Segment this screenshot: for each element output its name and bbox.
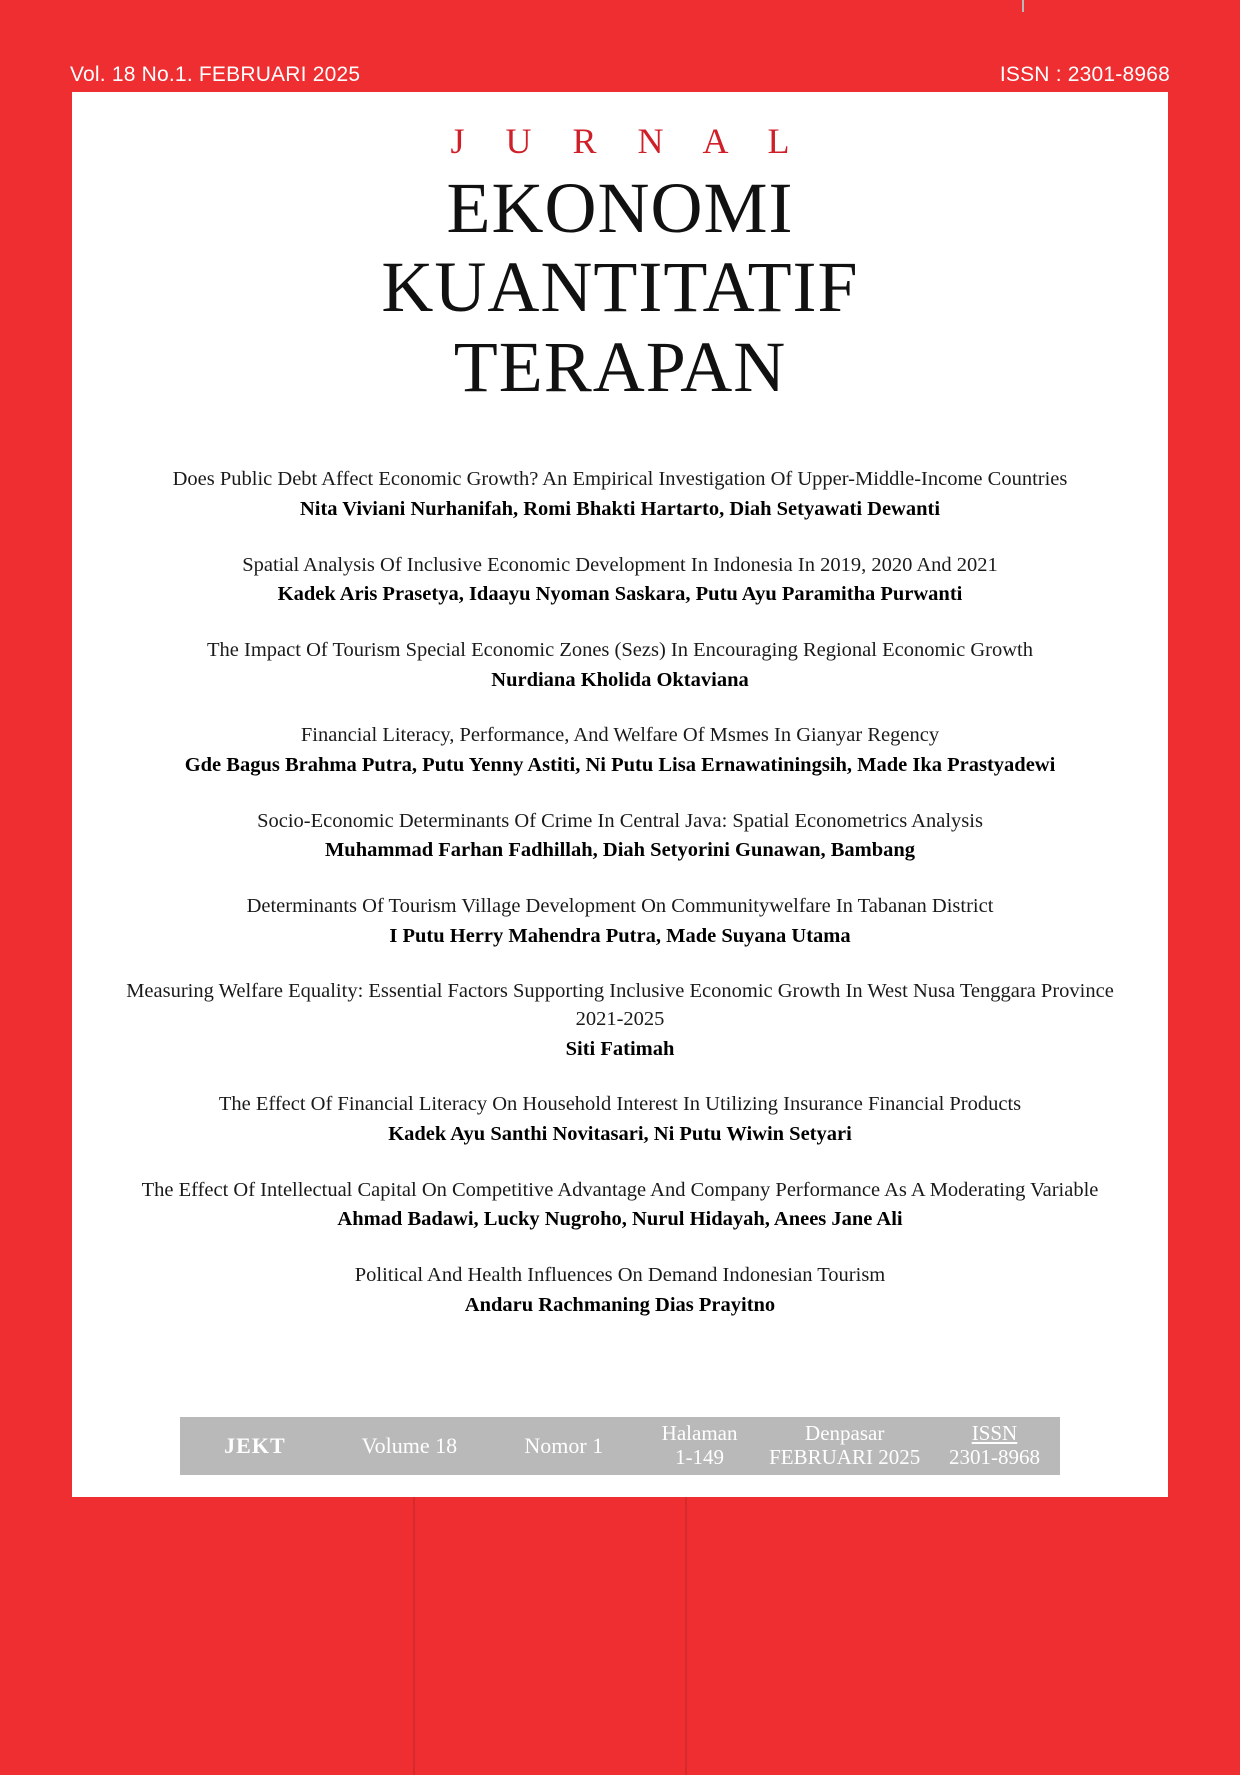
article-title: Political And Health Influences On Demand Indonesian Tourism (354, 1264, 886, 1287)
list-item (112, 1262, 1128, 1319)
list-item (112, 637, 1128, 694)
issn-cell (929, 1422, 1060, 1469)
list-item (112, 978, 1128, 1063)
issn-header-label: ISSN : 2301-8968 (999, 63, 1170, 86)
pages-label: Halaman (661, 1421, 738, 1446)
masthead (72, 92, 1168, 407)
list-item (112, 808, 1128, 865)
cover-sheet (72, 92, 1168, 1497)
article-authors: Kadek Ayu Santhi Novitasari, Ni Putu Wiwin Setyari (388, 1123, 852, 1146)
list-item (112, 722, 1128, 779)
article-authors: Nurdiana Kholida Oktaviana (491, 668, 749, 691)
journal-code: JEKT (224, 1433, 286, 1458)
issn-label: ISSN (971, 1421, 1018, 1446)
list-item (112, 466, 1128, 523)
place-label: Denpasar (805, 1421, 885, 1446)
masthead-line-2: KUANTITATIF (381, 247, 859, 328)
pages-cell (639, 1422, 761, 1469)
footer-divider-right (685, 1497, 687, 1775)
list-item (112, 893, 1128, 950)
cover-footer-band (0, 1497, 1240, 1775)
masthead-line-1: EKONOMI (446, 168, 794, 248)
article-authors: Siti Fatimah (565, 1037, 675, 1060)
issn-value: 2301-8968 (948, 1445, 1040, 1469)
place-date-cell (760, 1422, 929, 1469)
cover-header (0, 55, 1240, 95)
footer-info-strip (180, 1417, 1060, 1475)
number-cell: Nomor 1 (524, 1433, 604, 1458)
volume-cell: Volume 18 (361, 1433, 458, 1458)
article-authors: I Putu Herry Mahendra Putra, Made Suyana Utama (389, 924, 851, 947)
pages-value: 1-149 (675, 1445, 725, 1469)
masthead-kicker: J U R N A L (450, 121, 806, 161)
article-title: The Effect Of Financial Literacy On Household Interest In Utilizing Insurance Financial Products (218, 1093, 1022, 1116)
footer-divider-left (413, 1497, 415, 1775)
masthead-line-3: TERAPAN (453, 326, 787, 407)
article-title: Measuring Welfare Equality: Essential Factors Supporting Inclusive Economic Growth In West Nusa Tenggara Province 2021-2025 (126, 980, 1114, 1031)
article-title: Financial Literacy, Performance, And Welfare Of Msmes In Gianyar Regency (300, 724, 940, 747)
article-title: Determinants Of Tourism Village Development On Communitywelfare In Tabanan District (246, 895, 994, 918)
crop-mark-tick (1022, 0, 1024, 12)
article-authors: Nita Viviani Nurhanifah, Romi Bhakti Hartarto, Diah Setyawati Dewanti (299, 497, 941, 520)
article-authors: Gde Bagus Brahma Putra, Putu Yenny Astiti, Ni Putu Lisa Ernawatiningsih, Made Ika Prastyadewi (184, 754, 1056, 777)
list-item (112, 552, 1128, 609)
article-title: Spatial Analysis Of Inclusive Economic Development In Indonesia In 2019, 2020 And 2021 (242, 553, 998, 576)
article-authors: Ahmad Badawi, Lucky Nugroho, Nurul Hidayah, Anees Jane Ali (337, 1208, 903, 1231)
list-item (112, 1177, 1128, 1234)
article-title: The Impact Of Tourism Special Economic Zones (Sezs) In Encouraging Regional Economic Growth (207, 639, 1033, 661)
article-title: The Effect Of Intellectual Capital On Competitive Advantage And Company Performance As A Moderating Variable (141, 1178, 1099, 1201)
list-item (112, 1091, 1128, 1148)
volume-issue-label: Vol. 18 No.1. FEBRUARI 2025 (70, 63, 361, 86)
article-title: Does Public Debt Affect Economic Growth? An Empirical Investigation Of Upper-Middle-Income Countries (172, 468, 1068, 491)
date-value: FEBRUARI 2025 (769, 1445, 921, 1469)
article-authors: Muhammad Farhan Fadhillah, Diah Setyorini Gunawan, Bambang (324, 839, 916, 862)
article-title: Socio-Economic Determinants Of Crime In Central Java: Spatial Econometrics Analysis (257, 809, 983, 832)
article-authors: Andaru Rachmaning Dias Prayitno (464, 1293, 776, 1316)
table-of-contents (72, 466, 1168, 1319)
article-authors: Kadek Aris Prasetya, Idaayu Nyoman Saskara, Putu Ayu Paramitha Purwanti (277, 583, 963, 606)
